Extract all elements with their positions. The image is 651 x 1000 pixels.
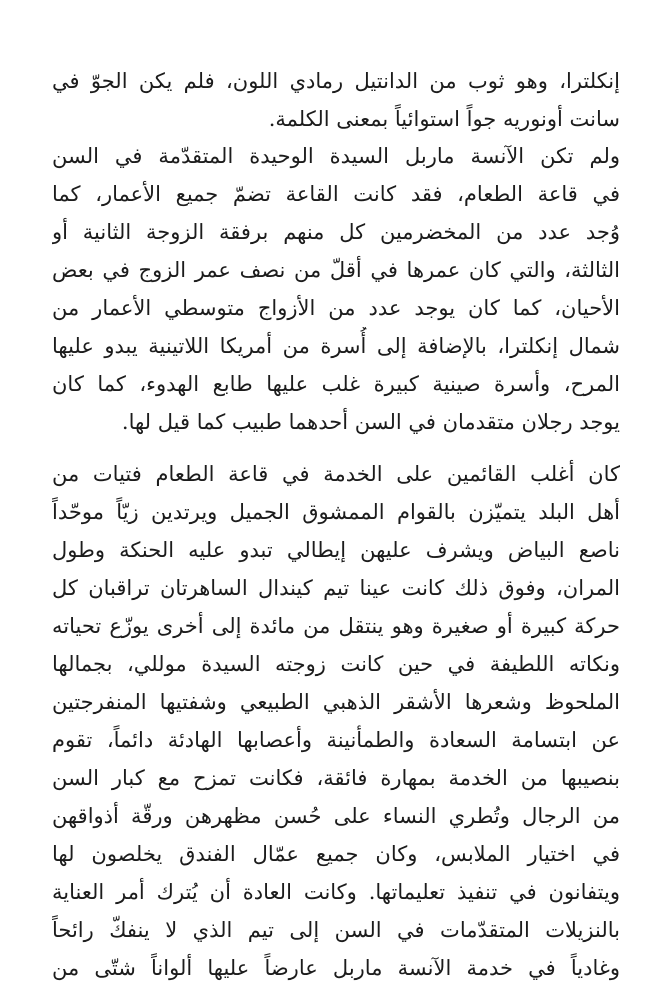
text-line: بنصيبها من الخدمة بمهارة فائقة، فكانت تمزح مع كبار السن	[52, 766, 620, 790]
paragraph-2	[52, 137, 620, 441]
text-line: وغادياً في خدمة الآنسة ماربل عارضاً عليها ألواناً شتّى من	[52, 956, 620, 980]
text-line: الثالثة، والتي كان عمرها في أقلّ من نصف عمر الزوج في بعض	[52, 258, 620, 282]
text-line: في اختيار الملابس، وكان جميع عمّال الفندق يخلصون لها	[52, 842, 620, 866]
text-line: ونكاته اللطيفة في حين كانت زوجته السيدة موللي، بجمالها	[52, 652, 620, 676]
text-line: سانت أونوريه جواً استوائياً بمعنى الكلمة.	[268, 107, 620, 131]
paragraph-3	[52, 455, 620, 987]
text-line: بالنزيلات المتقدّمات في السن إلى تيم الذي لا ينفكّ رائحاً	[52, 918, 620, 942]
text-line: وُجد عدد من المخضرمين كل منهم برفقة الزوجة الثانية أو	[52, 220, 620, 244]
text-line: يوجد رجلان متقدمان في السن أحدهما طبيب كما قيل لها.	[121, 410, 620, 434]
text-line: من الرجال وتُطري النساء على حُسن مظهرهن ورقّة أذواقهن	[52, 804, 620, 828]
text-line: الأحيان، كما كان يوجد عدد من الأزواج متوسطي الأعمار من	[52, 296, 620, 320]
text-line: ولم تكن الآنسة ماربل السيدة الوحيدة المتقدّمة في السن	[52, 144, 620, 168]
paragraph-1	[52, 62, 620, 138]
text-line: في قاعة الطعام، فقد كانت القاعة تضمّ جميع الأعمار، كما	[52, 182, 620, 206]
text-line: شمال إنكلترا، بالإضافة إلى أُسرة من أمريكا اللاتينية يبدو عليها	[52, 334, 620, 358]
text-line: الملحوظ وشعرها الأشقر الذهبي الطبيعي وشفتيها المنفرجتين	[52, 690, 620, 714]
text-line: المرح، وأسرة صينية كبيرة غلب عليها طابع الهدوء، كما كان	[52, 372, 620, 396]
text-line: إنكلترا، وهو ثوب من الدانتيل رمادي اللون، فلم يكن الجوّ في	[52, 69, 620, 93]
text-line: عن ابتسامة السعادة والطمأنينة وأعصابها الهادئة دائماً، تقوم	[52, 728, 620, 752]
text-line: المران، وفوق ذلك كانت عينا تيم كيندال الساهرتان تراقبان كل	[52, 576, 620, 600]
text-line: ويتفانون في تنفيذ تعليماتها. وكانت العادة أن يُترك أمر العناية	[52, 880, 620, 904]
text-line: أهل البلد يتميّزن بالقوام الممشوق الجميل ويرتدين زيّاً موحّداً	[52, 500, 620, 524]
text-line: حركة كبيرة أو صغيرة وهو ينتقل من مائدة إلى أخرى يوزّع تحياته	[52, 614, 620, 638]
text-line: ناصع البياض ويشرف عليهن إيطالي تبدو عليه الحنكة وطول	[52, 538, 620, 562]
text-line: كان أغلب القائمين على الخدمة في قاعة الطعام فتيات من	[52, 462, 620, 486]
